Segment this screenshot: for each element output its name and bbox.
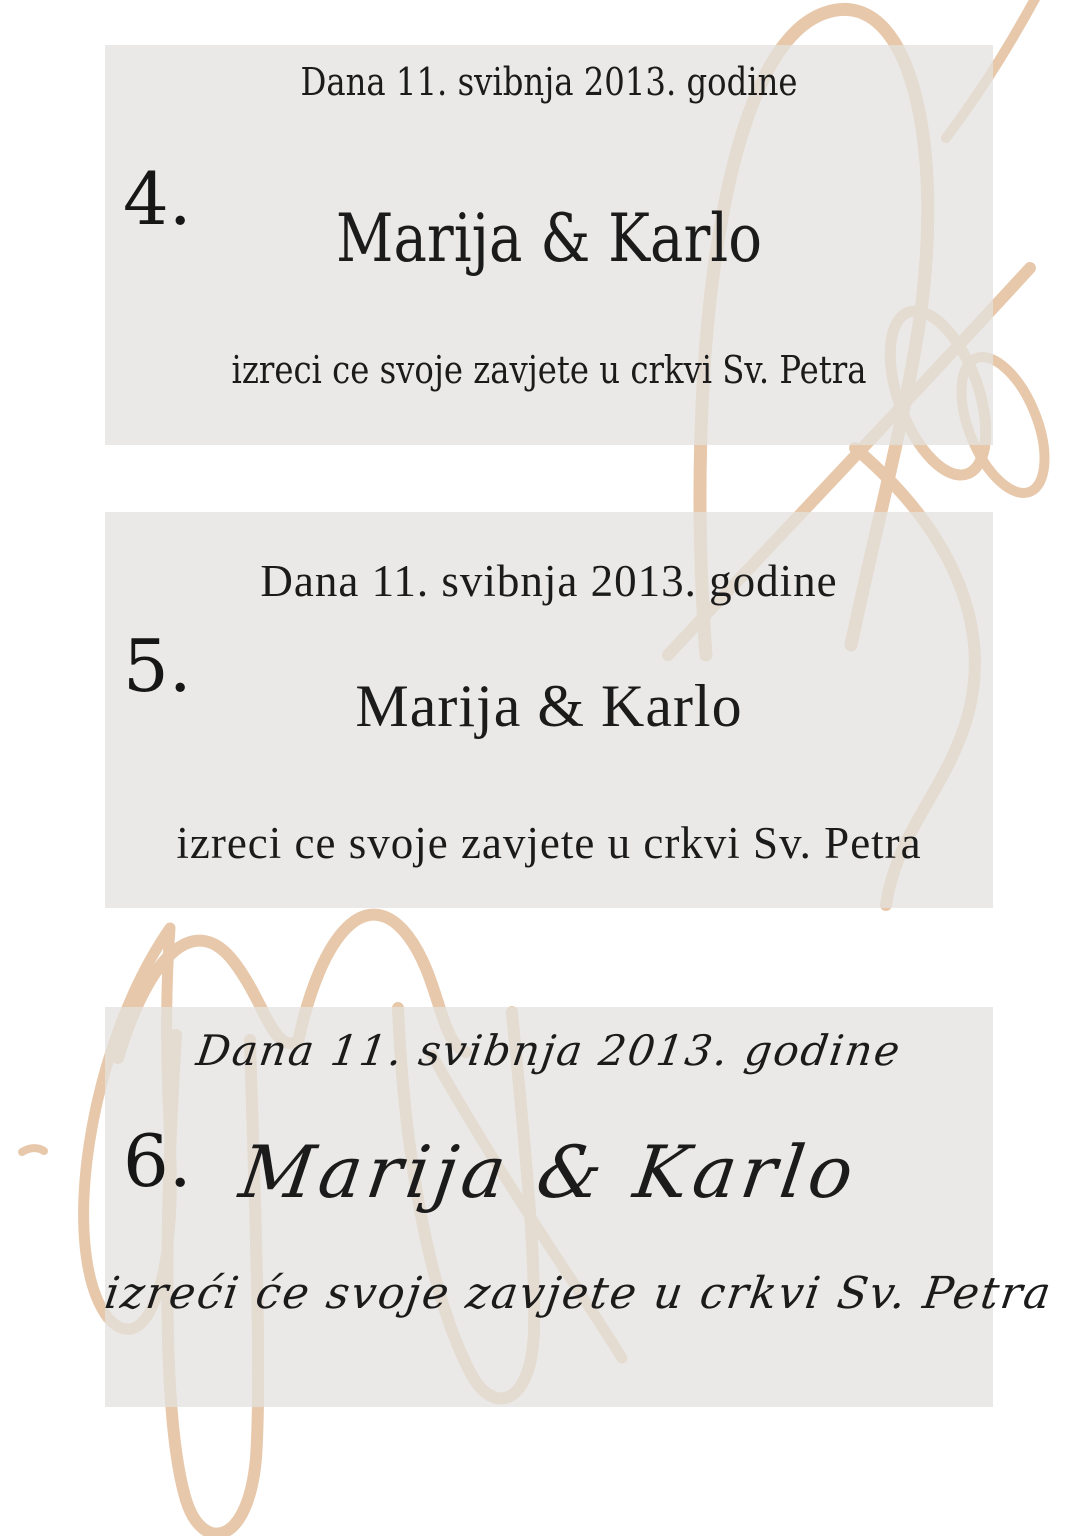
sample-vow-line: izreći će svoje zavjete u crkvi Sv. Petra	[101, 1268, 1056, 1319]
sample-number: 6.	[123, 1119, 192, 1203]
sample-card-4	[105, 45, 993, 445]
sample-date-line: Dana 11. svibnja 2013. godine	[193, 1026, 905, 1075]
watermark-stroke	[22, 1148, 44, 1152]
sample-number: 5.	[123, 624, 192, 708]
sample-names-line: Marija & Karlo	[336, 200, 762, 277]
sample-card-6	[101, 1007, 1056, 1407]
sample-number: 4.	[123, 157, 192, 241]
sample-vow-line: izreci ce svoje zavjete u crkvi Sv. Petra	[176, 818, 922, 868]
sample-names-line: Marija & Karlo	[234, 1130, 864, 1214]
sample-date-line: Dana 11. svibnja 2013. godine	[300, 60, 798, 104]
sample-names-line: Marija & Karlo	[355, 673, 743, 739]
sample-vow-line: izreci ce svoje zavjete u crkvi Sv. Petra	[231, 348, 867, 392]
sample-card-5	[105, 512, 993, 908]
sample-date-line: Dana 11. svibnja 2013. godine	[260, 556, 838, 606]
